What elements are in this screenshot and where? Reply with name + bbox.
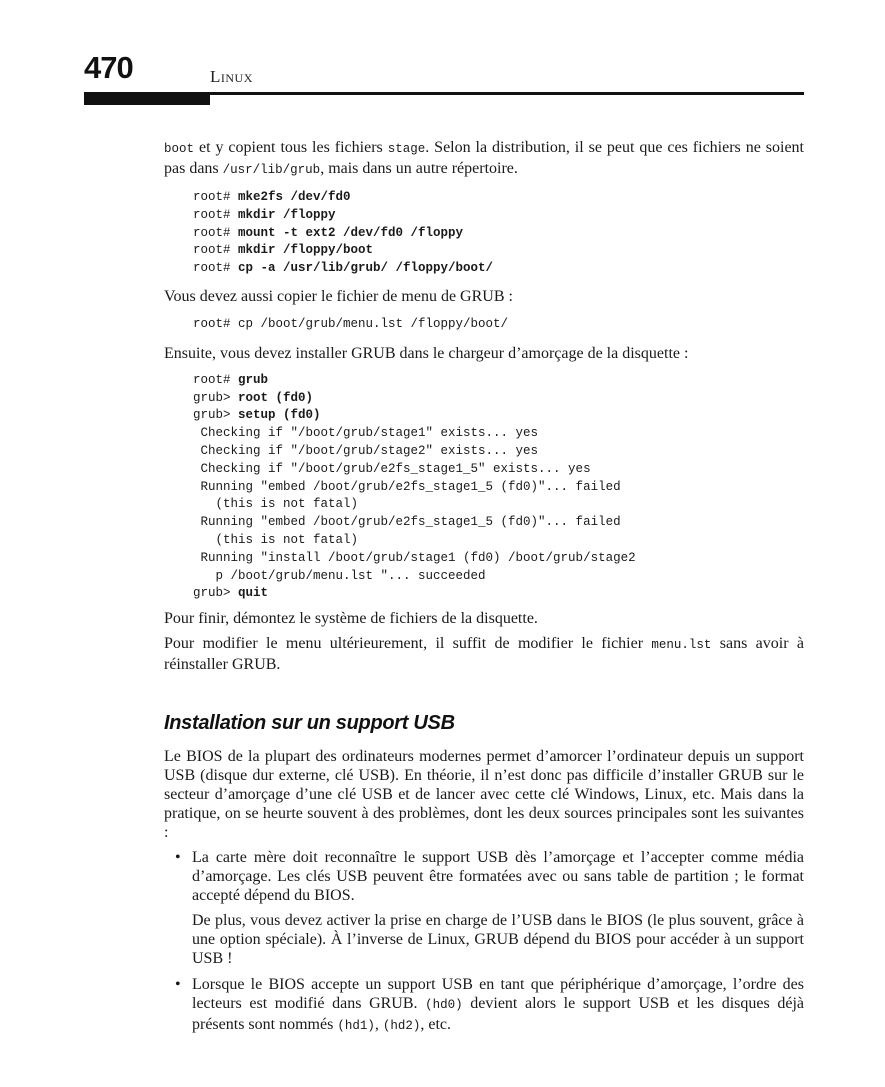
- code-output: Running "embed /boot/grub/e2fs_stage1_5 (fd0)"... failed: [193, 515, 621, 530]
- code-output: Checking if "/boot/grub/stage1" exists... yes: [193, 426, 539, 441]
- bullet-list: [164, 848, 804, 1036]
- code-line: root# grub: [193, 372, 269, 387]
- code-output: p /boot/grub/menu.lst "... succeeded: [193, 568, 486, 583]
- code-line: root# cp -a /usr/lib/grub/ /floppy/boot/: [193, 261, 494, 276]
- inline-code: (hd0): [425, 998, 463, 1013]
- code-line: grub> setup (fd0): [193, 408, 321, 423]
- code-output: (this is not fatal): [193, 497, 359, 512]
- inline-code: stage: [387, 142, 426, 156]
- page-number: 470: [84, 50, 133, 85]
- list-item-text: De plus, vous devez activer la prise en charge de l’USB dans le BIOS (le plus souvent, grâce à une option spéciale). À l’inverse de Linux, GRUB dépend du BIOS pour accéder à un support USB !: [192, 912, 804, 968]
- list-item: [164, 848, 804, 968]
- bullet-icon: •: [175, 976, 181, 994]
- paragraph: Vous devez aussi copier le fichier de menu de GRUB :: [164, 287, 513, 305]
- list-item: [164, 975, 804, 1036]
- running-title: Linux: [210, 67, 253, 86]
- code-listing-copy-menu: [164, 316, 804, 334]
- code-line: grub> root (fd0): [193, 390, 314, 405]
- code-listing-format: [164, 189, 804, 278]
- code-line: root# mke2fs /dev/fd0: [193, 190, 351, 204]
- inline-code: menu.lst: [651, 638, 712, 653]
- paragraph: Le BIOS de la plupart des ordinateurs modernes permet d’amorcer l’ordinateur depuis un support USB (disque dur externe, clé USB). En théorie, il n’est donc pas difficile d’installer GRUB sur le secteur d’amorçage d’une clé USB et de lancer avec cette clé Windows, Linux, etc. Mais dans la pratique, on se heurte souvent à des problèmes, dont les deux sources principales sont les suivantes :: [164, 748, 804, 842]
- code-line: root# mount -t ext2 /dev/fd0 /floppy: [193, 225, 464, 240]
- list-item-text: [192, 975, 804, 1036]
- text: ,: [374, 1016, 383, 1034]
- code-output: Running "embed /boot/grub/e2fs_stage1_5 (fd0)"... failed: [193, 479, 621, 494]
- paragraph: [164, 634, 804, 674]
- inline-code: boot: [164, 142, 195, 156]
- text: Pour modifier le menu ultérieurement, il suffit de modifier le fichier: [164, 635, 652, 653]
- code-line: root# mkdir /floppy: [193, 207, 336, 222]
- inline-code: (hd1): [337, 1019, 375, 1034]
- text: devient alors le support USB et les disques déjà présents sont nommés: [192, 995, 804, 1034]
- page-body: [164, 138, 804, 1036]
- code-line: root# mkdir /floppy/boot: [193, 243, 374, 258]
- text: sans avoir à réinstaller GRUB.: [164, 635, 804, 674]
- section-heading: Installation sur un support USB: [164, 712, 455, 735]
- paragraph: [164, 138, 804, 180]
- paragraph: Pour finir, démontez le système de fichiers de la disquette.: [164, 610, 538, 628]
- code-output: (this is not fatal): [193, 532, 359, 547]
- paragraph: Ensuite, vous devez installer GRUB dans le chargeur d’amorçage de la disquette :: [164, 344, 689, 362]
- code-line: root# cp /boot/grub/menu.lst /floppy/boot/: [193, 316, 509, 331]
- text: , mais dans un autre répertoire.: [320, 160, 518, 177]
- code-line: grub> quit: [193, 586, 269, 601]
- code-listing-grub-setup: [164, 372, 804, 603]
- list-item-text: La carte mère doit reconnaître le support USB dès l’amorçage et l’accepter comme média d’amorçage. Les clés USB peuvent être formatées avec ou sans table de partition ; le format accepté dépend du BIOS.: [192, 849, 804, 905]
- header-rule-tab: [84, 92, 210, 105]
- page-header: [0, 0, 885, 110]
- text: , etc.: [420, 1016, 452, 1034]
- text: et y copient tous les fichiers: [194, 139, 388, 156]
- text: Lorsque le BIOS accepte un support USB en tant que périphérique d’amorçage, l’ordre des lecteurs est modifié dans GRUB.: [192, 976, 804, 1013]
- inline-code: /usr/lib/grub: [222, 163, 321, 177]
- code-output: Running "install /boot/grub/stage1 (fd0) /boot/grub/stage2: [193, 550, 636, 565]
- bullet-icon: •: [175, 849, 181, 867]
- text: . Selon la distribution, il se peut que ces fichiers ne soient pas dans: [164, 139, 804, 177]
- inline-code: (hd2): [382, 1019, 421, 1034]
- code-output: Checking if "/boot/grub/e2fs_stage1_5" exists... yes: [193, 461, 591, 476]
- code-output: Checking if "/boot/grub/stage2" exists... yes: [193, 443, 539, 458]
